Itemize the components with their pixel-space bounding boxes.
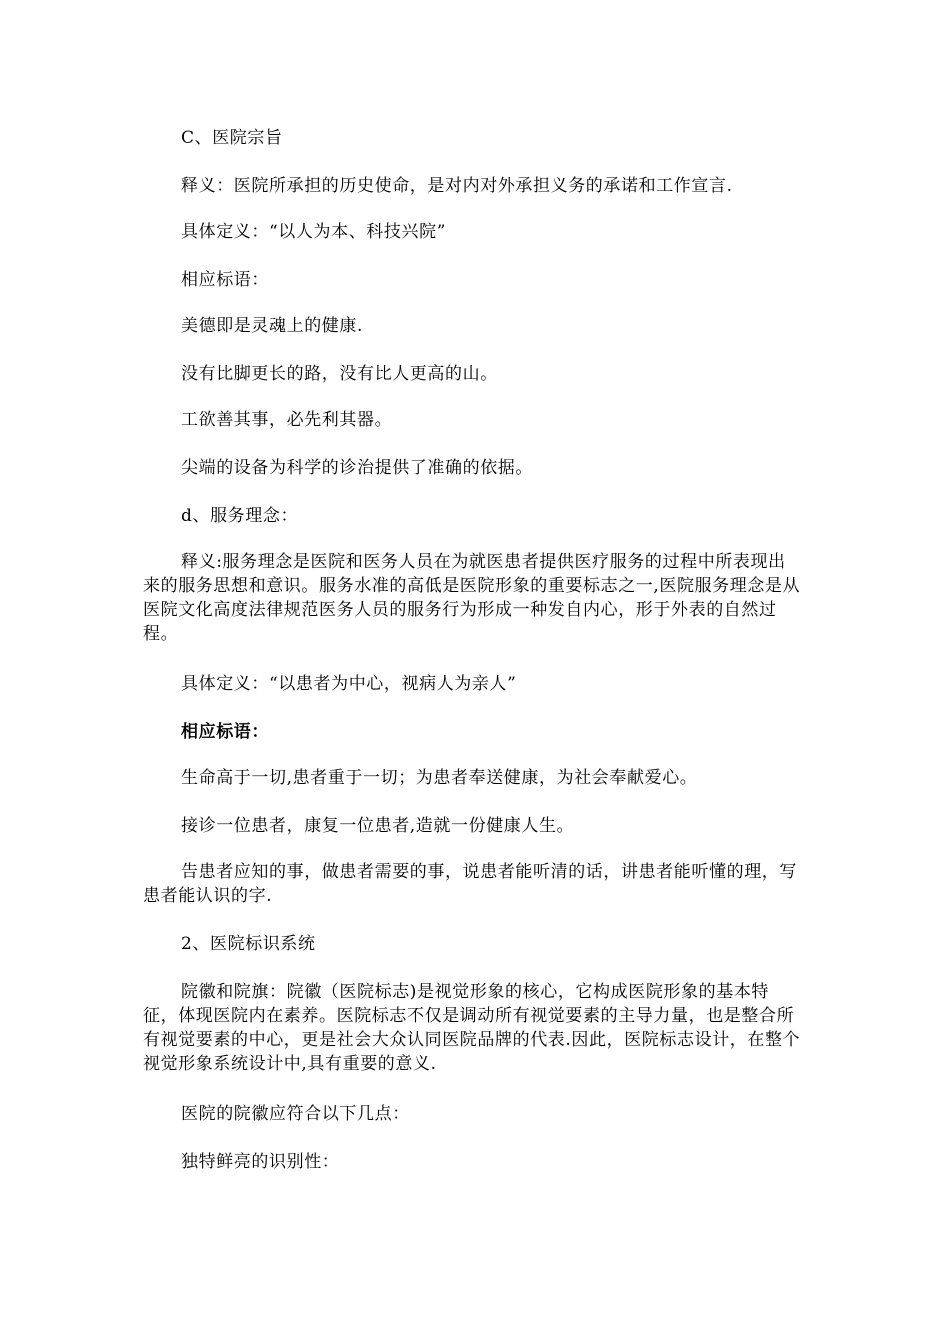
section-heading-service-concept: d、服务理念： <box>181 506 299 526</box>
section-heading-hospital-purpose: C、医院宗旨 <box>181 128 283 148</box>
emblem-criteria-intro: 医院的院徽应符合以下几点： <box>181 1104 410 1124</box>
slogan-line: 没有比脚更长的路，没有比人更高的山。 <box>181 364 498 384</box>
slogan-paragraph: 告患者应知的事，做患者需要的事，说患者能听清的话，讲患者能听懂的理，写患者能认识的字. <box>143 862 797 906</box>
service-concept-definition-paragraph: 释义:服务理念是医院和医务人员在为就医患者提供医疗服务的过程中所表现出来的服务思想和意识。服务水准的高低是医院形象的重要标志之一,医院服务理念是从医院文化高度法律规范医务人员的服务行为形成一种发自内心，形于外表的自然过程。 <box>143 552 801 644</box>
slogan-line: 工欲善其事，必先利其器。 <box>181 410 393 430</box>
purpose-definition-paragraph: 释义：医院所承担的历史使命，是对内对外承担义务的承诺和工作宣言. <box>181 176 733 196</box>
emblem-criterion-recognizability: 独特鲜亮的识别性： <box>181 1152 340 1172</box>
service-slogans-heading: 相应标语： <box>181 722 269 742</box>
slogan-line: 尖端的设备为科学的诊治提供了准确的依据。 <box>181 458 533 478</box>
purpose-slogans-heading: 相应标语： <box>181 270 269 290</box>
emblem-flag-paragraph: 院徽和院旗：院徽（医院标志)是视觉形象的核心，它构成医院形象的基本特征，体现医院内在素养。医院标志不仅是调动所有视觉要素的主导力量，也是整合所有视觉要素的中心，更是社会大众认同医院品牌的代表.因此，医院标志设计，在整个视觉形象系统设计中,具有重要的意义. <box>143 982 801 1074</box>
service-specific-definition: 具体定义：“以患者为中心，视病人为亲人” <box>181 674 517 694</box>
slogan-line: 美德即是灵魂上的健康. <box>181 316 364 336</box>
slogan-line: 生命高于一切,患者重于一切；为患者奉送健康，为社会奉献爱心。 <box>181 768 698 788</box>
section-heading-identity-system: 2、医院标识系统 <box>181 934 316 954</box>
purpose-specific-definition: 具体定义：“以人为本、科技兴院” <box>181 222 446 242</box>
slogan-line: 接诊一位患者，康复一位患者,造就一份健康人生。 <box>181 816 575 836</box>
